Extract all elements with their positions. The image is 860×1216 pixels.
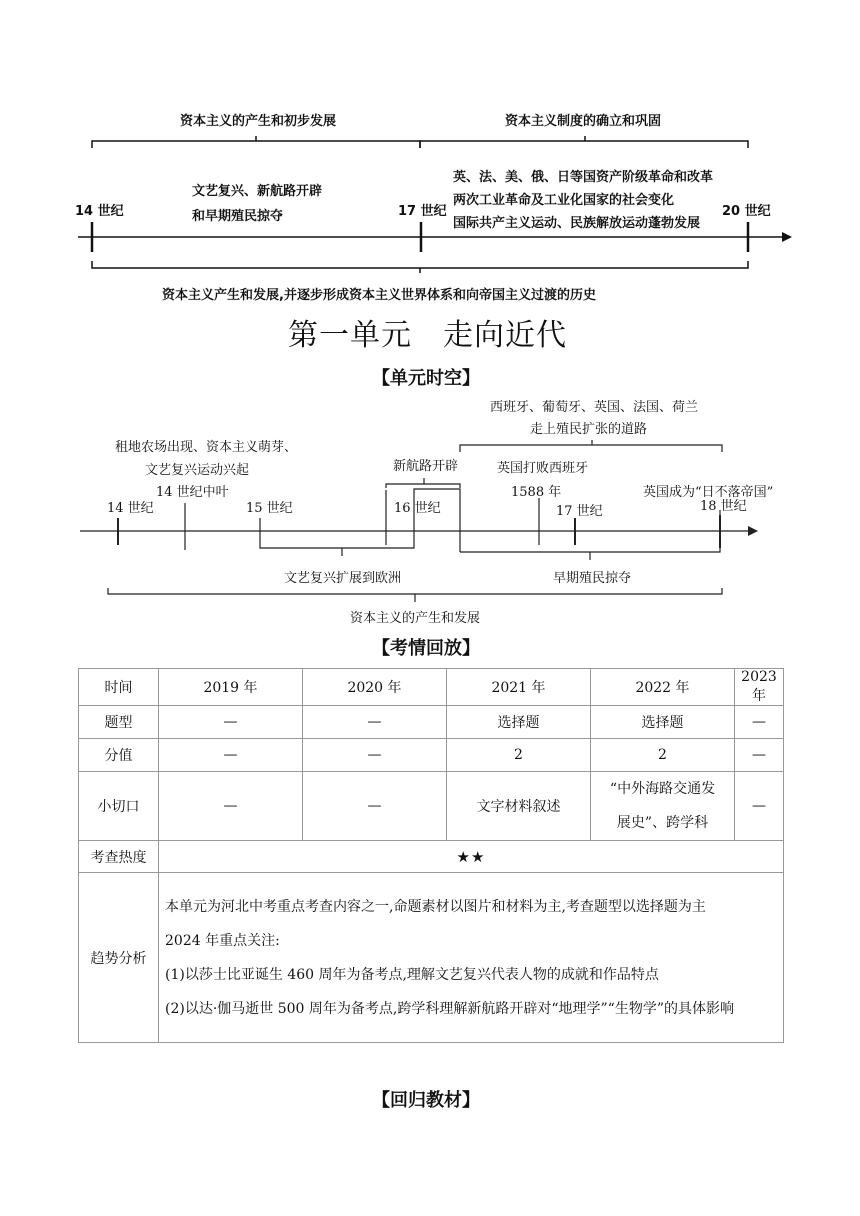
note-right-1: 英、法、美、俄、日等国资产阶级革命和改革 <box>453 170 714 185</box>
section-exam: 【考情回放】 <box>372 638 480 659</box>
table-row <box>79 772 784 841</box>
score-cell: 2 <box>591 739 735 772</box>
label-18: 18 世纪 <box>700 499 747 514</box>
note-right-2: 两次工业革命及工业化国家的社会变化 <box>453 193 675 208</box>
score-cell: — <box>303 739 447 772</box>
note-right-3: 国际共产主义运动、民族解放运动蓬勃发展 <box>453 216 701 231</box>
label-route: 新航路开辟 <box>393 459 459 474</box>
year-cell: 2023 年 <box>735 669 784 706</box>
label-spain-1: 西班牙、葡萄牙、英国、法国、荷兰 <box>490 400 699 415</box>
trend-line-3: (1)以莎士比亚诞生 460 周年为备考点,理解文艺复兴代表人物的成就和作品特点 <box>165 966 659 983</box>
brace-right-label: 资本主义制度的确立和巩固 <box>505 114 662 129</box>
label-defeat: 英国打败西班牙 <box>497 461 589 476</box>
type-cell: 选择题 <box>591 706 735 739</box>
label-spain-2: 走上殖民扩张的道路 <box>530 422 648 437</box>
tick-label-14: 14 世纪 <box>75 204 124 219</box>
table-row <box>79 669 784 706</box>
note-left-1: 文艺复兴、新航路开辟 <box>192 184 323 199</box>
angle-cell: 文字材料叙述 <box>447 772 591 841</box>
axis-1-arrow <box>782 232 792 242</box>
brace-left-label: 资本主义的产生和初步发展 <box>180 114 337 129</box>
note-left-2: 和早期殖民掠夺 <box>192 209 284 224</box>
label-16: 16 世纪 <box>394 501 441 516</box>
year-cell: 2020 年 <box>303 669 447 706</box>
label-1588: 1588 年 <box>511 485 562 500</box>
row-header-time: 时间 <box>79 669 159 706</box>
label-bottom: 资本主义的产生和发展 <box>350 611 481 626</box>
label-empire: 英国成为“日不落帝国” <box>643 485 774 500</box>
tick-label-20: 20 世纪 <box>722 204 771 219</box>
angle-cell: — <box>303 772 447 841</box>
exam-table <box>78 668 784 1043</box>
table-row <box>79 706 784 739</box>
label-14-mid: 14 世纪中叶 <box>156 485 229 500</box>
section-textbook: 【回归教材】 <box>372 1090 480 1111</box>
row-header-type: 题型 <box>79 706 159 739</box>
type-cell: — <box>159 706 303 739</box>
row-header-heat: 考查热度 <box>79 841 159 873</box>
year-cell: 2022 年 <box>591 669 735 706</box>
trend-line-2: 2024 年重点关注: <box>165 932 280 949</box>
angle-cell: — <box>159 772 303 841</box>
brace-bottom <box>92 261 748 268</box>
bottom-label: 资本主义产生和发展,并逐步形成资本主义世界体系和向帝国主义过渡的历史 <box>162 288 596 303</box>
angle-cell: “中外海路交通发展史”、跨学科 <box>591 772 735 841</box>
unit-title: 第一单元 走向近代 <box>288 318 567 353</box>
type-cell: — <box>303 706 447 739</box>
angle-cell: — <box>735 772 784 841</box>
section-spacetime: 【单元时空】 <box>372 368 480 389</box>
label-17: 17 世纪 <box>556 504 603 519</box>
row-header-angle: 小切口 <box>79 772 159 841</box>
label-colonial: 早期殖民掠夺 <box>553 571 632 586</box>
note-renaissance: 文艺复兴运动兴起 <box>145 463 250 478</box>
table-row <box>79 873 784 1043</box>
score-cell: — <box>159 739 303 772</box>
table-row <box>79 739 784 772</box>
label-14: 14 世纪 <box>107 501 154 516</box>
type-cell: 选择题 <box>447 706 591 739</box>
trend-line-4: (2)以达·伽马逝世 500 周年为备考点,跨学科理解新航路开辟对“地理学”“生物学”的具体影响 <box>165 1000 734 1017</box>
note-rent: 租地农场出现、资本主义萌芽、 <box>115 440 298 455</box>
label-15: 15 世纪 <box>246 501 293 516</box>
row-header-trend: 趋势分析 <box>79 873 159 1043</box>
trend-line-1: 本单元为河北中考重点考查内容之一,命题素材以图片和材料为主,考查题型以选择题为主 <box>165 898 706 915</box>
brace-right-top <box>420 141 748 148</box>
year-cell: 2021 年 <box>447 669 591 706</box>
type-cell: — <box>735 706 784 739</box>
year-cell: 2019 年 <box>159 669 303 706</box>
score-cell: 2 <box>447 739 591 772</box>
table-row <box>79 841 784 873</box>
tick-label-17: 17 世纪 <box>398 204 447 219</box>
row-header-score: 分值 <box>79 739 159 772</box>
brace-left-top <box>92 141 420 148</box>
trend-cell <box>159 873 784 1043</box>
score-cell: — <box>735 739 784 772</box>
label-spread: 文艺复兴扩展到欧洲 <box>284 571 402 586</box>
heat-stars: ★★ <box>159 841 784 873</box>
axis-2-arrow <box>748 526 758 536</box>
